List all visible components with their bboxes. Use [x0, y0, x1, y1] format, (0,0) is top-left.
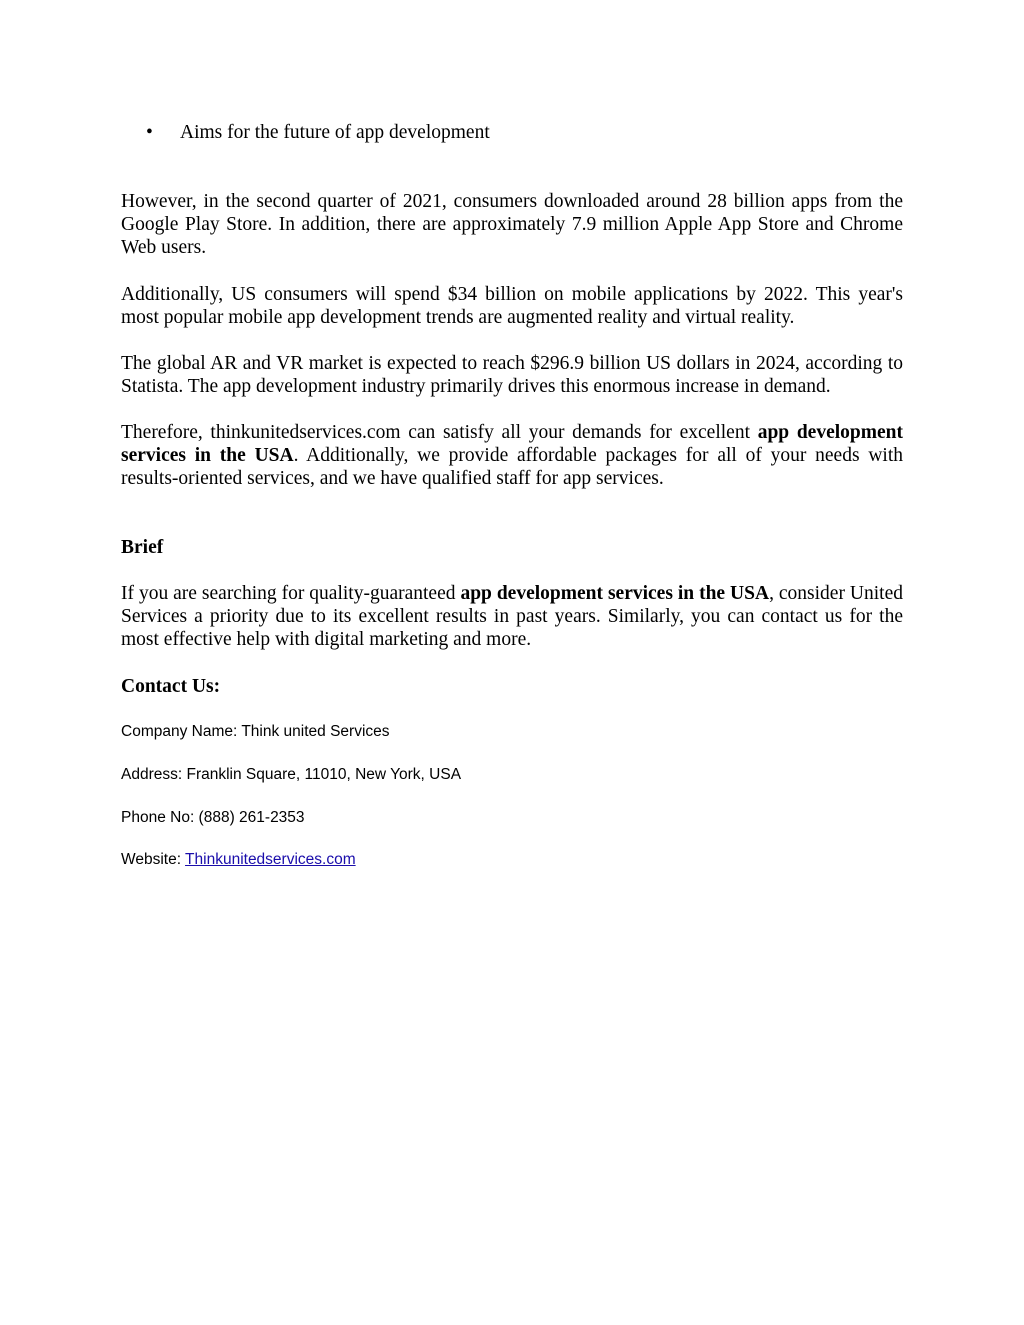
contact-phone: Phone No: (888) 261-2353: [121, 809, 305, 826]
bullet-text: Aims for the future of app development: [180, 122, 490, 143]
bullet-item: [146, 121, 846, 144]
brief-paragraph: [121, 582, 903, 651]
contact-company: Company Name: Think united Services: [121, 723, 390, 740]
brief-bold-phrase: app development services in the USA: [460, 583, 770, 604]
paragraph-downloads: However, in the second quarter of 2021, consumers downloaded around 28 billion apps from the Google Play Store. In addition, there are approximately 7.9 million Apple App Store and Chrome Web users.: [121, 191, 903, 258]
bullet-symbol: •: [146, 122, 153, 143]
services-text-before: Therefore, thinkunitedservices.com can satisfy all your demands for excellent: [121, 422, 758, 443]
website-label: Website:: [121, 851, 186, 868]
contact-website: [121, 850, 903, 870]
paragraph-ar-vr-market: The global AR and VR market is expected to reach $296.9 billion US dollars in 2024, according to Statista. The app development industry primarily drives this enormous increase in demand.: [121, 353, 903, 397]
paragraph-spending: Additionally, US consumers will spend $34 billion on mobile applications by 2022. This year's most popular mobile app development trends are augmented reality and virtual reality.: [121, 284, 903, 328]
brief-text-after: , consider United Services a priority due to its excellent results in past years. Similarly, you can contact us for the most effective help with digital marketing and more.: [121, 583, 903, 650]
services-text-after: . Additionally, we provide affordable packages for all of your needs with results-oriented services, and we have qualified staff for app services.: [121, 445, 904, 489]
contact-address: Address: Franklin Square, 11010, New York, USA: [121, 766, 462, 783]
paragraph-services: [121, 421, 903, 490]
brief-heading: Brief: [121, 537, 164, 558]
services-bold-phrase: app development services in the USA: [121, 422, 903, 466]
website-link[interactable]: Thinkunitedservices.com: [185, 851, 356, 868]
contact-heading: Contact Us:: [121, 676, 221, 697]
brief-text-before: If you are searching for quality-guaranteed: [121, 583, 461, 604]
